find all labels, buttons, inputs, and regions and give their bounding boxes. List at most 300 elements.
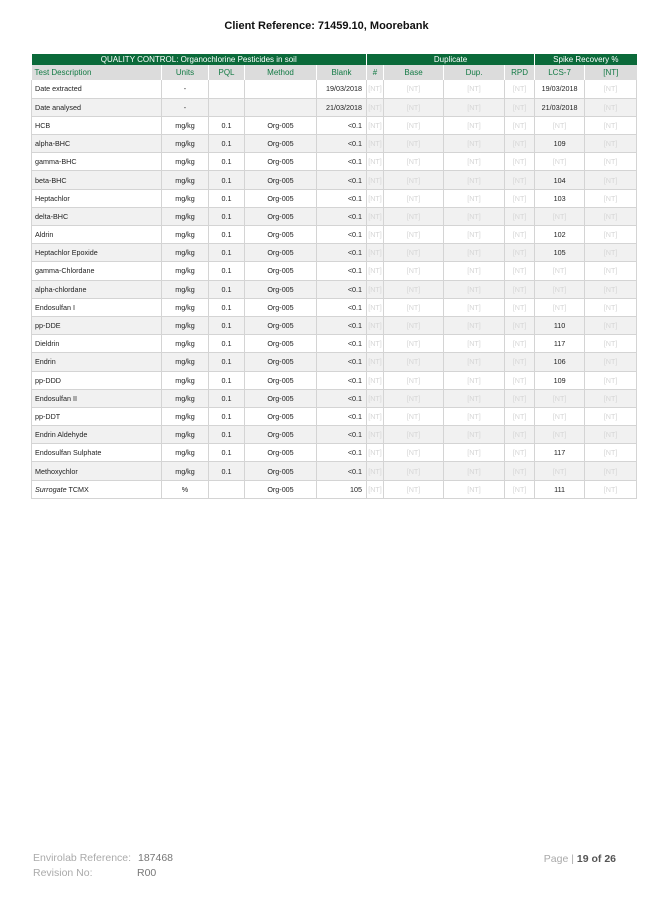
cell-units: mg/kg (162, 462, 209, 480)
cell-number: [NT] (367, 189, 384, 207)
cell-blank: <0.1 (317, 171, 367, 189)
cell-lcs-7: [NT] (535, 207, 585, 225)
cell-lcs-7: [NT] (535, 153, 585, 171)
cell-nt: [NT] (585, 407, 637, 425)
cell-lcs-7: 110 (535, 316, 585, 334)
cell-nt: [NT] (585, 98, 637, 116)
cell-rpd: [NT] (505, 262, 535, 280)
cell-units: mg/kg (162, 280, 209, 298)
cell-number: [NT] (367, 80, 384, 98)
column-header-row (32, 65, 637, 80)
cell-pql: 0.1 (209, 462, 245, 480)
cell-rpd: [NT] (505, 189, 535, 207)
qc-table-body (32, 80, 637, 498)
cell-test-description: Endosulfan Sulphate (32, 444, 162, 462)
cell-dup: [NT] (444, 444, 505, 462)
cell-dup: [NT] (444, 389, 505, 407)
cell-rpd: [NT] (505, 316, 535, 334)
spike-recovery-group-header: Spike Recovery % (535, 54, 637, 65)
cell-pql: 0.1 (209, 353, 245, 371)
cell-nt: [NT] (585, 426, 637, 444)
table-row (32, 426, 637, 444)
cell-pql: 0.1 (209, 116, 245, 134)
cell-test-description: Methoxychlor (32, 462, 162, 480)
cell-method: Org-005 (245, 298, 317, 316)
cell-base: [NT] (384, 389, 444, 407)
cell-nt: [NT] (585, 189, 637, 207)
table-row (32, 262, 637, 280)
cell-rpd: [NT] (505, 244, 535, 262)
cell-blank: 21/03/2018 (317, 98, 367, 116)
cell-units: mg/kg (162, 189, 209, 207)
cell-test-description (32, 480, 162, 498)
cell-base: [NT] (384, 116, 444, 134)
cell-base: [NT] (384, 244, 444, 262)
cell-number: [NT] (367, 462, 384, 480)
cell-units: mg/kg (162, 371, 209, 389)
cell-number: [NT] (367, 171, 384, 189)
cell-units: mg/kg (162, 353, 209, 371)
cell-units: mg/kg (162, 226, 209, 244)
cell-base: [NT] (384, 280, 444, 298)
cell-pql: 0.1 (209, 207, 245, 225)
cell-method: Org-005 (245, 389, 317, 407)
col-dup: Dup. (444, 65, 505, 80)
cell-units: mg/kg (162, 335, 209, 353)
cell-method: Org-005 (245, 226, 317, 244)
table-row (32, 444, 637, 462)
cell-dup: [NT] (444, 353, 505, 371)
cell-pql: 0.1 (209, 280, 245, 298)
cell-number: [NT] (367, 262, 384, 280)
cell-nt: [NT] (585, 244, 637, 262)
cell-dup: [NT] (444, 98, 505, 116)
cell-nt: [NT] (585, 116, 637, 134)
cell-rpd: [NT] (505, 280, 535, 298)
cell-dup: [NT] (444, 116, 505, 134)
cell-test-description: Endrin Aldehyde (32, 426, 162, 444)
cell-base: [NT] (384, 335, 444, 353)
cell-test-description: pp-DDT (32, 407, 162, 425)
cell-method: Org-005 (245, 371, 317, 389)
cell-method (245, 80, 317, 98)
cell-number: [NT] (367, 135, 384, 153)
cell-base: [NT] (384, 444, 444, 462)
cell-nt: [NT] (585, 280, 637, 298)
cell-lcs-7: [NT] (535, 298, 585, 316)
cell-pql (209, 480, 245, 498)
cell-base: [NT] (384, 80, 444, 98)
cell-base: [NT] (384, 298, 444, 316)
page-label: Page | (543, 853, 574, 865)
cell-lcs-7: 117 (535, 444, 585, 462)
cell-nt: [NT] (585, 135, 637, 153)
cell-units: - (162, 98, 209, 116)
cell-pql (209, 98, 245, 116)
cell-lcs-7: [NT] (535, 407, 585, 425)
cell-blank: <0.1 (317, 316, 367, 334)
cell-dup: [NT] (444, 462, 505, 480)
cell-rpd: [NT] (505, 407, 535, 425)
cell-units: % (162, 480, 209, 498)
cell-lcs-7: 109 (535, 135, 585, 153)
cell-number: [NT] (367, 353, 384, 371)
cell-lcs-7: 117 (535, 335, 585, 353)
cell-nt: [NT] (585, 389, 637, 407)
cell-blank: <0.1 (317, 298, 367, 316)
table-row (32, 189, 637, 207)
cell-test-description: gamma-BHC (32, 153, 162, 171)
cell-lcs-7: [NT] (535, 262, 585, 280)
cell-pql: 0.1 (209, 444, 245, 462)
table-row (32, 244, 637, 262)
cell-pql: 0.1 (209, 426, 245, 444)
cell-base: [NT] (384, 353, 444, 371)
cell-pql: 0.1 (209, 298, 245, 316)
cell-test-description: Heptachlor (32, 189, 162, 207)
cell-number: [NT] (367, 226, 384, 244)
cell-rpd: [NT] (505, 80, 535, 98)
cell-pql: 0.1 (209, 262, 245, 280)
cell-units: mg/kg (162, 171, 209, 189)
cell-units: mg/kg (162, 298, 209, 316)
cell-dup: [NT] (444, 244, 505, 262)
cell-units: mg/kg (162, 116, 209, 134)
cell-lcs-7: 103 (535, 189, 585, 207)
cell-base: [NT] (384, 189, 444, 207)
cell-number: [NT] (367, 316, 384, 334)
cell-dup: [NT] (444, 171, 505, 189)
cell-base: [NT] (384, 426, 444, 444)
cell-dup: [NT] (444, 335, 505, 353)
col-units: Units (162, 65, 209, 80)
table-row (32, 135, 637, 153)
cell-blank: <0.1 (317, 135, 367, 153)
cell-blank: <0.1 (317, 389, 367, 407)
cell-blank: <0.1 (317, 353, 367, 371)
cell-dup: [NT] (444, 226, 505, 244)
cell-rpd: [NT] (505, 207, 535, 225)
cell-test-description: Endosulfan I (32, 298, 162, 316)
cell-number: [NT] (367, 98, 384, 116)
cell-method: Org-005 (245, 244, 317, 262)
cell-dup: [NT] (444, 80, 505, 98)
cell-pql: 0.1 (209, 135, 245, 153)
cell-rpd: [NT] (505, 298, 535, 316)
cell-nt: [NT] (585, 171, 637, 189)
cell-number: [NT] (367, 207, 384, 225)
cell-lcs-7: [NT] (535, 426, 585, 444)
cell-dup: [NT] (444, 153, 505, 171)
cell-blank: 19/03/2018 (317, 80, 367, 98)
table-row (32, 407, 637, 425)
cell-rpd: [NT] (505, 171, 535, 189)
cell-number: [NT] (367, 298, 384, 316)
cell-rpd: [NT] (505, 353, 535, 371)
cell-lcs-7: 19/03/2018 (535, 80, 585, 98)
cell-blank: <0.1 (317, 407, 367, 425)
table-row (32, 98, 637, 116)
cell-rpd: [NT] (505, 226, 535, 244)
cell-blank: <0.1 (317, 226, 367, 244)
reference-label: Envirolab Reference: (33, 852, 132, 864)
cell-method: Org-005 (245, 353, 317, 371)
revision-value: R00 (137, 867, 157, 879)
cell-test-description: alpha-BHC (32, 135, 162, 153)
cell-method (245, 98, 317, 116)
qc-group-header: QUALITY CONTROL: Organochlorine Pesticides in soil (32, 54, 367, 65)
cell-method: Org-005 (245, 316, 317, 334)
cell-pql: 0.1 (209, 389, 245, 407)
cell-dup: [NT] (444, 262, 505, 280)
cell-method: Org-005 (245, 171, 317, 189)
cell-base: [NT] (384, 153, 444, 171)
cell-method: Org-005 (245, 335, 317, 353)
cell-test-description: Date extracted (32, 80, 162, 98)
cell-units: mg/kg (162, 262, 209, 280)
cell-base: [NT] (384, 462, 444, 480)
cell-pql: 0.1 (209, 244, 245, 262)
cell-method: Org-005 (245, 135, 317, 153)
cell-blank: <0.1 (317, 116, 367, 134)
cell-dup: [NT] (444, 407, 505, 425)
cell-blank: <0.1 (317, 153, 367, 171)
cell-dup: [NT] (444, 426, 505, 444)
cell-base: [NT] (384, 226, 444, 244)
cell-rpd: [NT] (505, 371, 535, 389)
cell-dup: [NT] (444, 189, 505, 207)
cell-number: [NT] (367, 389, 384, 407)
cell-test-description: beta-BHC (32, 171, 162, 189)
col-base: Base (384, 65, 444, 80)
surrogate-name: TCMX (66, 484, 89, 494)
col-lcs-7: LCS-7 (535, 65, 585, 80)
cell-number: [NT] (367, 153, 384, 171)
cell-base: [NT] (384, 171, 444, 189)
cell-units: mg/kg (162, 316, 209, 334)
qc-results-table (31, 54, 637, 499)
cell-dup: [NT] (444, 480, 505, 498)
table-row (32, 116, 637, 134)
table-row (32, 80, 637, 98)
cell-units: mg/kg (162, 389, 209, 407)
cell-test-description: Date analysed (32, 98, 162, 116)
cell-rpd: [NT] (505, 135, 535, 153)
cell-pql: 0.1 (209, 371, 245, 389)
cell-rpd: [NT] (505, 153, 535, 171)
reference-value: 187468 (137, 852, 174, 864)
col-nt: [NT] (585, 65, 637, 80)
table-row (32, 153, 637, 171)
cell-base: [NT] (384, 316, 444, 334)
cell-number: [NT] (367, 480, 384, 498)
cell-base: [NT] (384, 407, 444, 425)
cell-method: Org-005 (245, 280, 317, 298)
cell-units: mg/kg (162, 153, 209, 171)
cell-test-description: pp-DDE (32, 316, 162, 334)
revision-label: Revision No: (33, 867, 93, 879)
page-value: 19 of 26 (576, 853, 616, 865)
cell-units: mg/kg (162, 244, 209, 262)
cell-nt: [NT] (585, 226, 637, 244)
cell-rpd: [NT] (505, 462, 535, 480)
cell-pql: 0.1 (209, 316, 245, 334)
cell-method: Org-005 (245, 426, 317, 444)
cell-pql: 0.1 (209, 171, 245, 189)
cell-blank: <0.1 (317, 371, 367, 389)
cell-method: Org-005 (245, 462, 317, 480)
cell-nt: [NT] (585, 80, 637, 98)
surrogate-label: Surrogate (35, 484, 67, 494)
cell-number: [NT] (367, 444, 384, 462)
cell-base: [NT] (384, 98, 444, 116)
table-row (32, 207, 637, 225)
cell-lcs-7: 106 (535, 353, 585, 371)
cell-dup: [NT] (444, 280, 505, 298)
col-rpd: RPD (505, 65, 535, 80)
cell-nt: [NT] (585, 207, 637, 225)
cell-number: [NT] (367, 407, 384, 425)
cell-pql (209, 80, 245, 98)
cell-dup: [NT] (444, 135, 505, 153)
client-reference-title: Client Reference: 71459.10, Moorebank (224, 20, 429, 32)
cell-pql: 0.1 (209, 407, 245, 425)
cell-dup: [NT] (444, 316, 505, 334)
col-method: Method (245, 65, 317, 80)
cell-test-description: gamma-Chlordane (32, 262, 162, 280)
cell-lcs-7: 111 (535, 480, 585, 498)
table-row (32, 226, 637, 244)
cell-rpd: [NT] (505, 335, 535, 353)
cell-pql: 0.1 (209, 189, 245, 207)
cell-pql: 0.1 (209, 226, 245, 244)
cell-nt: [NT] (585, 462, 637, 480)
cell-number: [NT] (367, 426, 384, 444)
cell-units: mg/kg (162, 444, 209, 462)
envirolab-reference (33, 852, 173, 864)
cell-base: [NT] (384, 207, 444, 225)
cell-blank: <0.1 (317, 426, 367, 444)
cell-method: Org-005 (245, 189, 317, 207)
cell-rpd: [NT] (505, 444, 535, 462)
cell-number: [NT] (367, 244, 384, 262)
table-row (32, 316, 637, 334)
cell-rpd: [NT] (505, 116, 535, 134)
cell-lcs-7: 21/03/2018 (535, 98, 585, 116)
table-row (32, 171, 637, 189)
cell-method: Org-005 (245, 480, 317, 498)
cell-lcs-7: 109 (535, 371, 585, 389)
cell-rpd: [NT] (505, 98, 535, 116)
table-row (32, 480, 637, 498)
cell-units: mg/kg (162, 407, 209, 425)
cell-lcs-7: [NT] (535, 280, 585, 298)
cell-method: Org-005 (245, 262, 317, 280)
cell-nt: [NT] (585, 480, 637, 498)
cell-test-description: Aldrin (32, 226, 162, 244)
cell-test-description: pp-DDD (32, 371, 162, 389)
duplicate-group-header: Duplicate (367, 54, 535, 65)
table-row (32, 462, 637, 480)
cell-lcs-7: 105 (535, 244, 585, 262)
cell-blank: 105 (317, 480, 367, 498)
cell-nt: [NT] (585, 153, 637, 171)
cell-units: mg/kg (162, 207, 209, 225)
cell-blank: <0.1 (317, 280, 367, 298)
col-number: # (367, 65, 384, 80)
cell-nt: [NT] (585, 298, 637, 316)
cell-blank: <0.1 (317, 244, 367, 262)
table-row (32, 389, 637, 407)
cell-rpd: [NT] (505, 389, 535, 407)
cell-blank: <0.1 (317, 189, 367, 207)
cell-blank: <0.1 (317, 262, 367, 280)
cell-test-description: Endrin (32, 353, 162, 371)
cell-nt: [NT] (585, 371, 637, 389)
cell-blank: <0.1 (317, 444, 367, 462)
cell-units: - (162, 80, 209, 98)
cell-dup: [NT] (444, 298, 505, 316)
cell-blank: <0.1 (317, 207, 367, 225)
cell-number: [NT] (367, 335, 384, 353)
cell-base: [NT] (384, 371, 444, 389)
cell-lcs-7: [NT] (535, 462, 585, 480)
cell-units: mg/kg (162, 135, 209, 153)
cell-method: Org-005 (245, 207, 317, 225)
cell-method: Org-005 (245, 407, 317, 425)
table-row (32, 371, 637, 389)
cell-number: [NT] (367, 116, 384, 134)
cell-rpd: [NT] (505, 426, 535, 444)
cell-dup: [NT] (444, 207, 505, 225)
cell-lcs-7: 102 (535, 226, 585, 244)
table-row (32, 280, 637, 298)
cell-lcs-7: [NT] (535, 389, 585, 407)
revision-number (33, 867, 157, 879)
col-test-description: Test Description (32, 65, 162, 80)
cell-test-description: delta-BHC (32, 207, 162, 225)
cell-base: [NT] (384, 480, 444, 498)
cell-nt: [NT] (585, 262, 637, 280)
cell-base: [NT] (384, 262, 444, 280)
cell-pql: 0.1 (209, 153, 245, 171)
col-pql: PQL (209, 65, 245, 80)
cell-method: Org-005 (245, 116, 317, 134)
cell-lcs-7: 104 (535, 171, 585, 189)
cell-base: [NT] (384, 135, 444, 153)
cell-blank: <0.1 (317, 462, 367, 480)
table-row (32, 298, 637, 316)
table-row (32, 353, 637, 371)
cell-test-description: HCB (32, 116, 162, 134)
page-number (544, 853, 616, 865)
cell-number: [NT] (367, 280, 384, 298)
cell-nt: [NT] (585, 353, 637, 371)
cell-dup: [NT] (444, 371, 505, 389)
cell-number: [NT] (367, 371, 384, 389)
cell-blank: <0.1 (317, 335, 367, 353)
cell-units: mg/kg (162, 426, 209, 444)
cell-test-description: Endosulfan II (32, 389, 162, 407)
cell-nt: [NT] (585, 335, 637, 353)
cell-method: Org-005 (245, 153, 317, 171)
cell-pql: 0.1 (209, 335, 245, 353)
cell-test-description: Dieldrin (32, 335, 162, 353)
cell-test-description: Heptachlor Epoxide (32, 244, 162, 262)
cell-method: Org-005 (245, 444, 317, 462)
cell-lcs-7: [NT] (535, 116, 585, 134)
col-blank: Blank (317, 65, 367, 80)
